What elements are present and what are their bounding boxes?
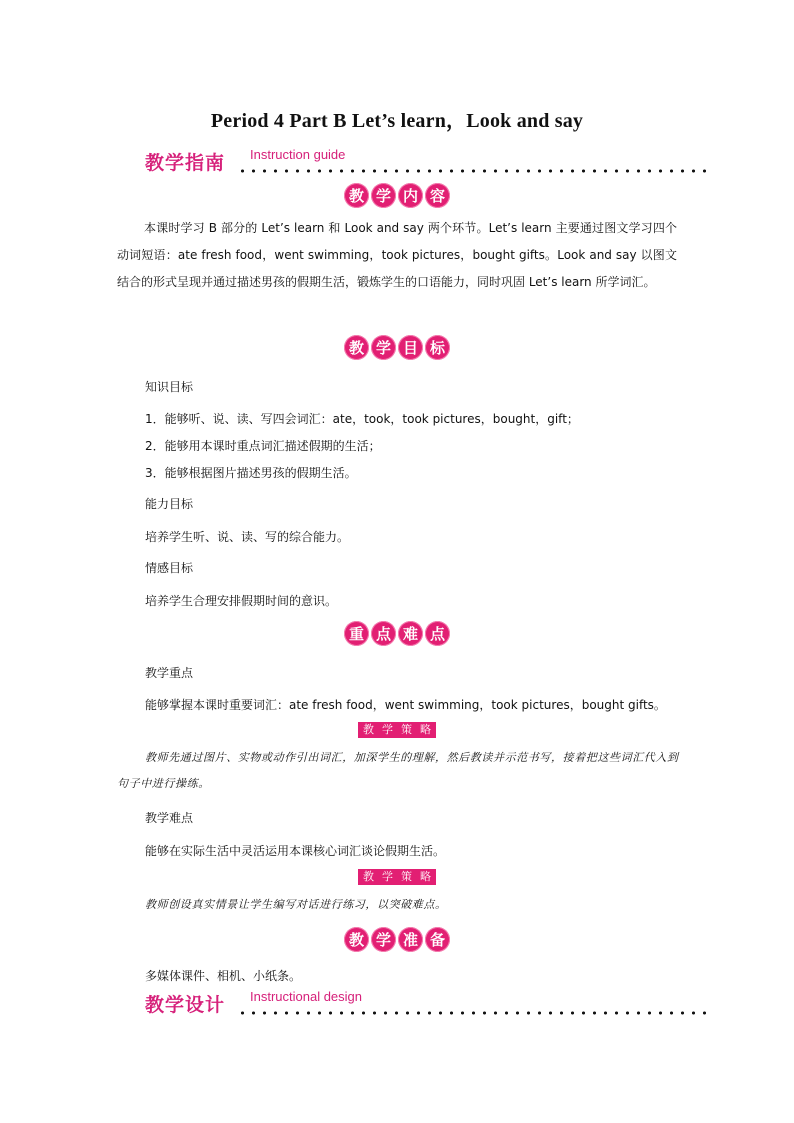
badge-char: 点 [371, 621, 396, 646]
tag-char: 策 [401, 870, 412, 883]
strategy-tag [0, 869, 794, 885]
tag-char: 学 [382, 723, 393, 736]
badge-char: 点 [425, 621, 450, 646]
focus-text: 能够掌握本课时重要词汇：ate fresh food，went swimming，took pictures，bought gifts。 [145, 698, 666, 712]
badge-char: 学 [371, 335, 396, 360]
badge-key-points [0, 621, 794, 646]
section-header-guide [145, 148, 715, 178]
ability-goal-label: 能力目标 [145, 497, 194, 511]
content-paragraph: 本课时学习 B 部分的 Let’s learn 和 Look and say 两个环节。Let’s learn 主要通过图文学习四个动词短语：ate fresh food，went swimming，took pictures，bought gifts。Look and say 以图文结合的形式呈现并通过描述男孩的假期生活，锻炼学生的口语能力，同时巩固 Let’s learn 所学词汇。 [117, 221, 677, 289]
tag-char: 略 [420, 723, 431, 736]
ability-goal-text: 培养学生听、说、读、写的综合能力。 [145, 530, 350, 544]
strategy-text-2: 教师创设真实情景让学生编写对话进行练习，以突破难点。 [145, 898, 447, 911]
emotion-goal-label: 情感目标 [145, 561, 194, 575]
goal-item: 3．能够根据图片描述男孩的假期生活。 [145, 466, 357, 480]
badge-char: 学 [371, 927, 396, 952]
badge-char: 容 [425, 183, 450, 208]
badge-char: 难 [398, 621, 423, 646]
page-title: Period 4 Part B Let’s learn，Look and say [210, 110, 584, 132]
strategy-tag [0, 722, 794, 738]
tag-char: 策 [401, 723, 412, 736]
goal-item: 2．能够用本课时重点词汇描述假期的生活； [145, 439, 381, 453]
tag-char: 教 [363, 723, 374, 736]
badge-content [0, 183, 794, 208]
section-header-design-en: Instructional design [250, 989, 363, 1004]
tag-char: 学 [382, 870, 393, 883]
section-header-guide-zh: 教学指南 [145, 152, 226, 174]
badge-char: 学 [371, 183, 396, 208]
goal-item: 1．能够听、说、读、写四会词汇：ate，took，took pictures，bought，gift； [145, 412, 579, 426]
tag-char: 教 [363, 870, 374, 883]
section-header-design-zh: 教学设计 [145, 994, 226, 1016]
tag-char: 略 [420, 870, 431, 883]
section-header-guide-en: Instruction guide [250, 147, 346, 162]
badge-char: 教 [344, 335, 369, 360]
difficulty-text: 能够在实际生活中灵活运用本课核心词汇谈论假期生活。 [145, 844, 446, 858]
badge-goals [0, 335, 794, 360]
badge-char: 教 [344, 183, 369, 208]
difficulty-label: 教学难点 [145, 811, 194, 825]
badge-char: 重 [344, 621, 369, 646]
preparation-text: 多媒体课件、相机、小纸条。 [145, 969, 302, 983]
badge-char: 内 [398, 183, 423, 208]
strategy-text-1: 教师先通过图片、实物或动作引出词汇，加深学生的理解，然后教读并示范书写，接着把这些词汇代入到句子中进行操练。 [117, 751, 679, 790]
section-header-design [145, 990, 715, 1020]
badge-char: 标 [425, 335, 450, 360]
badge-char: 备 [425, 927, 450, 952]
focus-label: 教学重点 [145, 666, 194, 680]
badge-char: 教 [344, 927, 369, 952]
emotion-goal-text: 培养学生合理安排假期时间的意识。 [145, 594, 338, 608]
badge-preparation [0, 927, 794, 952]
badge-char: 准 [398, 927, 423, 952]
knowledge-goal-label: 知识目标 [145, 380, 194, 394]
dotted-rule [237, 168, 709, 174]
dotted-rule [237, 1010, 709, 1016]
badge-char: 目 [398, 335, 423, 360]
